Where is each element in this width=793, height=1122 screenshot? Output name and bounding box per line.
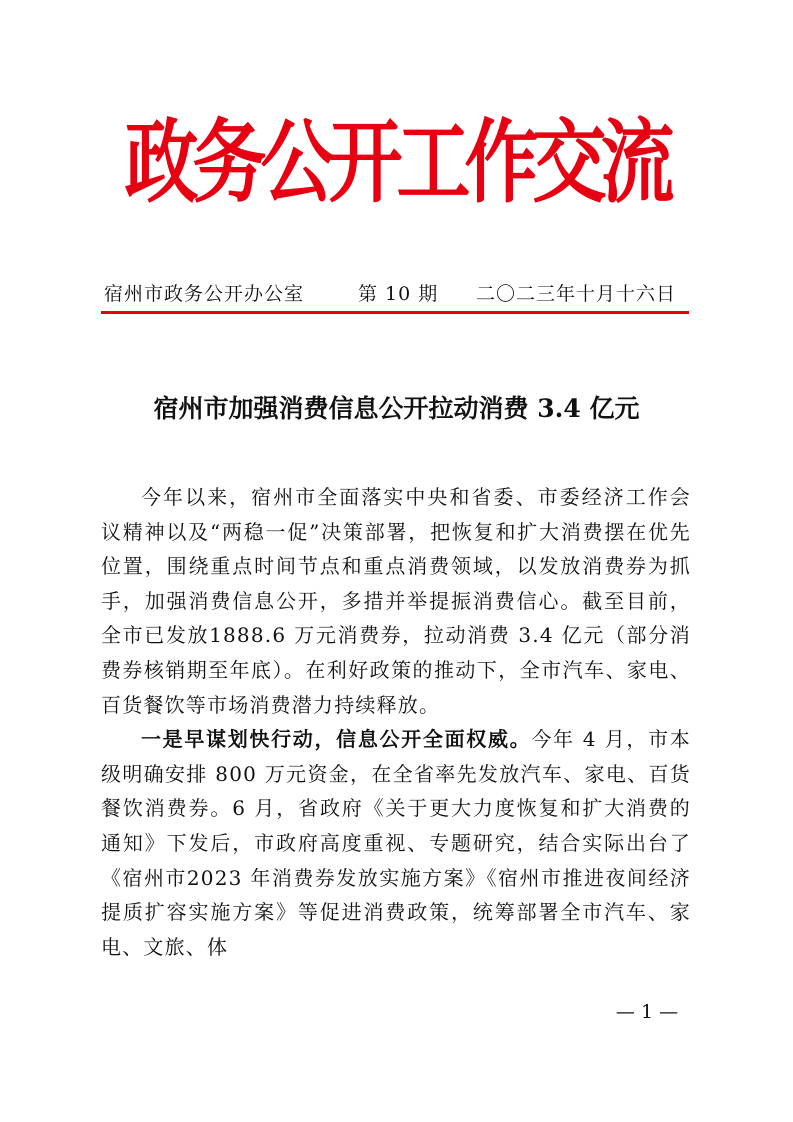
article-body bbox=[101, 480, 691, 964]
issuing-office: 宿州市政务公开办公室 bbox=[104, 283, 305, 305]
paragraph-lead: 一是早谋划快行动，信息公开全面权威。 bbox=[141, 727, 532, 752]
article-title: 宿州市加强消费信息公开拉动消费 3.4 亿元 bbox=[153, 394, 640, 423]
issue-date: 二〇二三年十月十六日 bbox=[476, 283, 677, 305]
paragraph-body-text: 今年 4 月，市本级明确安排 800 万元资金，在全省率先发放汽车、家电、百货餐饮消费券。6 月，省政府《关于更大力度恢复和扩大消费的通知》下发后，市政府高度重视、专题研究，结合实际出台了《宿州市2023 年消费券发放实施方案》《宿州市推进夜间经济提质扩容实施方案》等促进消费政策，统筹部署全市汽车、家电、文旅、体 bbox=[101, 727, 691, 959]
paragraph-intro: 今年以来，宿州市全面落实中央和省委、市委经济工作会议精神以及“两稳一促”决策部署，把恢复和扩大消费摆在优先位置，围绕重点时间节点和重点消费领域，以发放消费券为抓手，加强消费信息公开，多措并举提振消费信心。截至目前，全市已发放1888.6 万元消费券，拉动消费 3.4 亿元（部分消费券核销期至年底）。在利好政策的推动下，全市汽车、家电、百货餐饮等市场消费潜力持续释放。 bbox=[101, 485, 691, 717]
masthead-title: 政务公开工作交流 bbox=[124, 110, 669, 216]
paragraph-first-measure bbox=[101, 722, 691, 964]
red-divider bbox=[101, 311, 689, 314]
issue-number: 第 10 期 bbox=[358, 283, 439, 305]
page-number: — 1 — bbox=[615, 1001, 679, 1023]
